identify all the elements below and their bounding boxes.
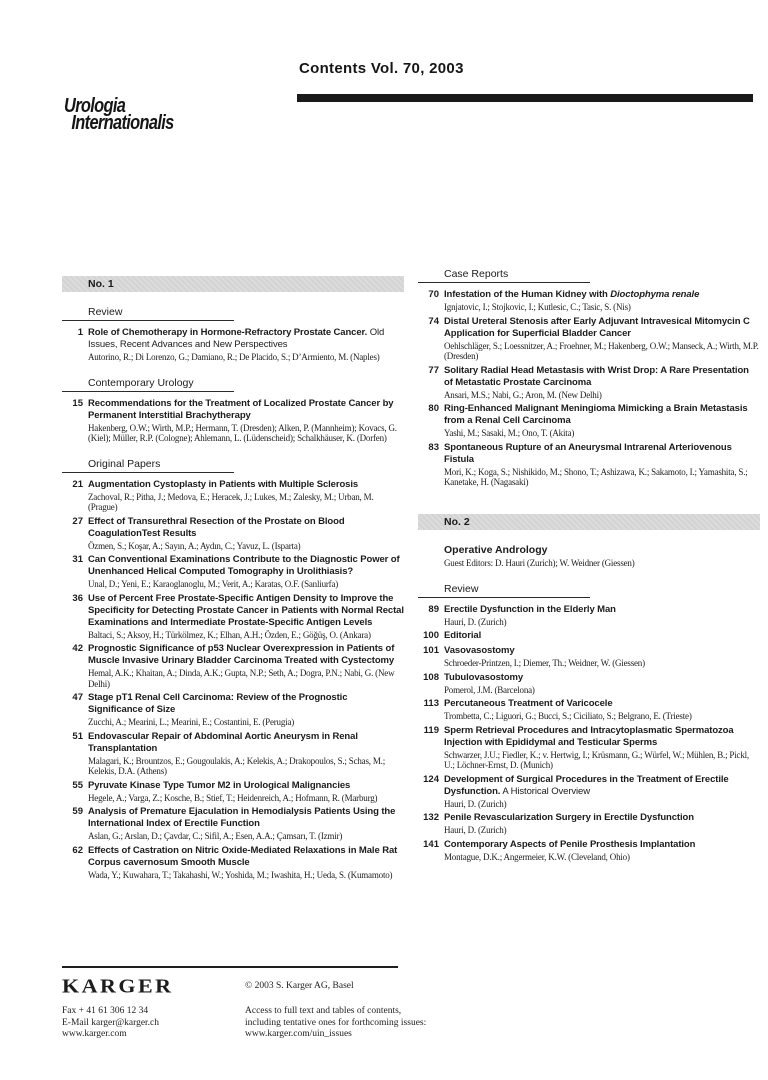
entry-title-segment: Vasovasostomy — [444, 645, 515, 656]
entry-body — [444, 774, 760, 810]
journal-logo — [64, 97, 174, 132]
entry-body — [444, 672, 760, 696]
entry-page-number: 141 — [423, 838, 439, 850]
entry-title-segment: Solitary Radial Head Metastasis with Wrist Drop: A Rare Presentation of Metastatic Prostate Carcinoma — [444, 364, 749, 388]
entry-body — [88, 643, 404, 689]
entry-authors: Montague, D.K.; Angermeier, K.W. (Cleveland, Ohio) — [444, 851, 630, 862]
entry-body — [444, 289, 760, 313]
entry-title — [444, 442, 760, 466]
entry-title-segment: Erectile Dysfunction in the Elderly Man — [444, 603, 616, 615]
section-header — [62, 458, 404, 473]
journal-logo-line2: Internationalis — [71, 112, 174, 134]
entry-page-number: 80 — [428, 403, 439, 414]
entry-title — [444, 774, 760, 798]
section-header — [62, 377, 404, 392]
entry-title — [444, 403, 760, 427]
toc-entry — [418, 289, 760, 313]
entry-title — [88, 845, 404, 869]
access-line1: Access to full text and tables of contents, — [245, 1006, 402, 1016]
entry-body — [88, 554, 404, 590]
entry-authors: Hauri, D. (Zurich) — [444, 825, 507, 835]
contact-fax: Fax + 41 61 306 12 34 — [62, 1006, 149, 1016]
entry-title-segment: Penile Revascularization Surgery in Erectile Dysfunction — [444, 812, 694, 823]
entry-page-number: 62 — [72, 844, 83, 856]
section-label: Case Reports — [444, 268, 509, 280]
entry-body — [444, 812, 760, 836]
publisher-logo: KARGER — [62, 974, 174, 997]
entry-title-segment: Ring-Enhanced Malignant Meningioma Mimicking a Brain Metastasis from a Renal Cell Carcinoma — [444, 403, 748, 426]
entry-title — [88, 398, 404, 422]
entry-page-number: 47 — [72, 692, 83, 703]
entry-title — [88, 692, 404, 716]
entry-title — [88, 806, 404, 830]
entry-authors: Schroeder-Printzen, I.; Diemer, Th.; Weidner, W. (Giessen) — [444, 658, 645, 668]
entry-title — [88, 516, 404, 540]
toc-entry — [62, 327, 404, 363]
section-header — [62, 306, 404, 321]
section-rule — [62, 320, 234, 321]
entry-authors: Özmen, S.; Koşar, A.; Sayın, A.; Aydın, C.; Yavuz, L. (Isparta) — [88, 540, 301, 551]
entry-authors: Aslan, G.; Arslan, D.; Çavdar, C.; Sifil, A.; Esen, A.A.; Çamsarı, T. (Izmir) — [88, 831, 343, 841]
issue-bar: No. 2 — [418, 514, 760, 530]
entry-body — [444, 725, 760, 771]
entry-page-number: 31 — [72, 554, 83, 565]
entry-title — [444, 630, 760, 642]
entry-title — [444, 725, 760, 749]
entry-body — [88, 806, 404, 842]
entry-page-number: 27 — [72, 515, 83, 527]
section-label: Original Papers — [88, 457, 161, 470]
entry-authors: Mori, K.; Koga, S.; Nishikido, M.; Shono, T.; Ashizawa, K.; Sakamoto, I.; Yamashita, S.; Kanetake, H. (Nagasaki) — [444, 466, 748, 487]
entry-title-segment: Tubulovasostomy — [444, 671, 524, 683]
toc-entry — [418, 812, 760, 836]
entry-authors: Hauri, D. (Zurich) — [444, 798, 507, 809]
toc-entry — [62, 780, 404, 804]
access-url: www.karger.com/uin_issues — [245, 1029, 352, 1039]
toc-column-right — [418, 268, 760, 865]
section-rule — [62, 472, 234, 473]
entry-authors: Hegele, A.; Varga, Z.; Kosche, B.; Stief, T.; Heidenreich, A.; Hofmann, R. (Marburg) — [88, 792, 378, 803]
entry-title-segment: Effects of Castration on Nitric Oxide-Mediated Relaxations in Male Rat Corpus cavernosum Smooth Muscle — [88, 844, 398, 868]
entry-body — [88, 516, 404, 552]
entry-body — [88, 479, 404, 513]
entry-title-segment: Can Conventional Examinations Contribute to the Diagnostic Power of Unenhanced Helical Computed Tomography in Urolithiasis? — [88, 554, 400, 577]
toc-entry — [418, 774, 760, 810]
entry-body — [88, 593, 404, 641]
issue-heading — [418, 544, 760, 569]
entry-body — [444, 403, 760, 439]
journal-logo-line1: Urologia — [64, 95, 126, 117]
entry-page-number: 1 — [77, 327, 83, 338]
entry-title-segment: Stage pT1 Renal Cell Carcinoma: Review of the Prognostic Significance of Size — [88, 692, 348, 715]
entry-page-number: 77 — [428, 364, 439, 376]
toc-entry — [62, 479, 404, 513]
entry-page-number: 59 — [72, 806, 83, 817]
toc-entry — [418, 442, 760, 488]
toc-entry — [62, 643, 404, 689]
entry-page-number: 89 — [428, 603, 439, 615]
entry-title-segment: Recommendations for the Treatment of Localized Prostate Cancer by Permanent Interstitial Brachytherapy — [88, 397, 394, 421]
entry-title — [88, 479, 404, 491]
toc-entry — [418, 630, 760, 642]
entry-page-number: 21 — [72, 478, 83, 490]
page-title: Contents Vol. 70, 2003 — [299, 60, 464, 77]
section-label: Review — [88, 306, 123, 318]
entry-page-number: 83 — [428, 441, 439, 453]
entry-authors: Ignjatovic, I.; Stojkovic, I.; Kutlesic, C.; Tasic, S. (Nis) — [444, 302, 631, 312]
entry-title-segment: Old Issues, Recent Advances and New Perspectives — [88, 327, 385, 350]
entry-title-segment: Use of Percent Free Prostate-Specific Antigen Density to Improve the Specificity for Detecting Prostate Cancer in Patients with Normal Rectal Examinations and Intermediate Prostate-Specific Antigen Levels — [88, 592, 404, 628]
entry-body — [88, 692, 404, 728]
entry-body — [444, 442, 760, 488]
entry-title — [444, 289, 760, 301]
contact-website: www.karger.com — [62, 1029, 127, 1039]
entry-title-segment: Dioctophyma renale — [610, 289, 700, 300]
toc-entry — [418, 604, 760, 628]
entry-title-segment: Sperm Retrieval Procedures and Intracytoplasmatic Spermatozoa Injection with Epididymal and Testicular Sperms — [444, 724, 734, 748]
entry-page-number: 119 — [423, 724, 439, 736]
entry-page-number: 74 — [428, 315, 439, 327]
issue-guest-editors: Guest Editors: D. Hauri (Zurich); W. Weidner (Giessen) — [444, 557, 635, 568]
toc-entry — [418, 725, 760, 771]
entry-authors: Hemal, A.K.; Khaitan, A.; Dinda, A.K.; Gupta, N.P.; Seth, A.; Dogra, P.N.; Nabi, G. (New Delhi) — [88, 668, 395, 689]
publisher-contact — [62, 1006, 159, 1041]
entry-title-segment: Prognostic Significance of p53 Nuclear Overexpression in Patients of Muscle Invasive Urinary Bladder Carcinoma Treated with Cystectomy — [88, 643, 395, 666]
entry-body — [444, 698, 760, 722]
toc-entry — [62, 731, 404, 777]
entry-authors: Oehlschläger, S.; Loessnitzer, A.; Froehner, M.; Hakenberg, O.W.; Manseck, A.; Wirth, M.P. (Dresden) — [444, 340, 759, 361]
entry-authors: Unal, D.; Yeni, E.; Karaoglanoglu, M.; Verit, A.; Karatas, O.F. (Sanliurfa) — [88, 579, 339, 589]
entry-body — [88, 780, 404, 804]
entry-title — [444, 672, 760, 684]
entry-title-segment: Analysis of Premature Ejaculation in Hemodialysis Patients Using the International Index of Erectile Function — [88, 806, 396, 829]
toc-entry — [418, 365, 760, 401]
entry-body — [88, 845, 404, 881]
section-rule — [418, 597, 590, 598]
entry-title-segment: Effect of Transurethral Resection of the Prostate on Blood CoagulationTest Results — [88, 515, 345, 539]
entry-body — [444, 645, 760, 669]
toc-column-left — [62, 276, 404, 883]
entry-body — [88, 731, 404, 777]
entry-page-number: 101 — [423, 645, 439, 656]
entry-page-number: 124 — [423, 773, 439, 785]
toc-entry — [62, 845, 404, 881]
issue-bar: No. 1 — [62, 276, 404, 292]
entry-title-segment: Role of Chemotherapy in Hormone-Refractory Prostate Cancer. — [88, 327, 368, 338]
contact-email: E-Mail karger@karger.ch — [62, 1017, 160, 1028]
section-label: Contemporary Urology — [88, 376, 194, 389]
entry-title — [444, 604, 760, 616]
entry-authors: Wada, Y.; Kuwahara, T.; Takahashi, W.; Yoshida, M.; Iwashita, H.; Ueda, S. (Kumamoto) — [88, 869, 393, 880]
toc-entry — [62, 806, 404, 842]
section-header — [418, 268, 760, 283]
entry-authors: Malagari, K.; Brountzos, E.; Gougoulakis, A.; Kelekis, A.; Drakopoulos, S.; Schas, M.; Kelekis, D.A. (Athens) — [88, 755, 386, 776]
entry-authors: Yashi, M.; Sasaki, M.; Ono, T. (Akita) — [444, 428, 575, 438]
toc-entry — [418, 316, 760, 362]
entry-title-segment: Distal Ureteral Stenosis after Early Adjuvant Intravesical Mitomycin C Application for Superficial Bladder Cancer — [444, 315, 750, 339]
issue-heading-title: Operative Andrology — [444, 543, 548, 556]
entry-title — [444, 645, 760, 657]
entry-body — [444, 365, 760, 401]
entry-body — [444, 630, 760, 642]
entry-title — [444, 365, 760, 389]
entry-authors: Autorino, R.; Di Lorenzo, G.; Damiano, R.; De Placido, S.; D’Armiento, M. (Naples) — [88, 352, 380, 362]
entry-title-segment: A Historical Overview — [500, 785, 591, 797]
toc-entry — [418, 698, 760, 722]
section-header — [418, 583, 760, 598]
access-line2: including tentative ones for forthcoming issues: — [245, 1017, 427, 1028]
entry-authors: Zucchi, A.; Mearini, L.; Mearini, E.; Costantini, E. (Perugia) — [88, 717, 295, 727]
entry-page-number: 15 — [72, 397, 83, 409]
entry-title — [88, 731, 404, 755]
entry-body — [88, 398, 404, 444]
toc-entry — [418, 645, 760, 669]
entry-page-number: 36 — [72, 592, 83, 604]
entry-title-segment: Contemporary Aspects of Penile Prosthesis Implantation — [444, 838, 696, 850]
entry-title — [88, 593, 404, 629]
toc-entry — [62, 554, 404, 590]
entry-authors: Baltaci, S.; Aksoy, H.; Türkölmez, K.; Elhan, A.H.; Özden, E.; Göğüş, O. (Ankara) — [88, 629, 371, 640]
header-rule — [297, 94, 753, 102]
entry-title-segment: Infestation of the Human Kidney with — [444, 289, 611, 300]
entry-authors: Trombetta, C.; Liguori, G.; Bucci, S.; Ciciliato, S.; Belgrano, E. (Trieste) — [444, 711, 692, 721]
section-rule — [62, 391, 234, 392]
entry-authors: Pomerol, J.M. (Barcelona) — [444, 684, 535, 695]
entry-title — [444, 698, 760, 710]
section-label: Review — [444, 582, 479, 595]
toc-entry — [418, 403, 760, 439]
entry-title — [88, 643, 404, 667]
entry-title — [88, 780, 404, 792]
copyright-text: © 2003 S. Karger AG, Basel — [245, 981, 354, 991]
entry-title-segment: Editorial — [444, 630, 482, 641]
toc-entry — [62, 692, 404, 728]
entry-title-segment: Pyruvate Kinase Type Tumor M2 in Urological Malignancies — [88, 779, 351, 791]
toc-entry — [418, 672, 760, 696]
entry-authors: Hauri, D. (Zurich) — [444, 616, 507, 627]
entry-page-number: 42 — [72, 643, 83, 654]
toc-entry — [62, 516, 404, 552]
entry-body — [88, 327, 404, 363]
entry-body — [444, 316, 760, 362]
entry-page-number: 70 — [428, 289, 439, 300]
entry-title-segment: Spontaneous Rupture of an Aneurysmal Intrarenal Arteriovenous Fistula — [444, 441, 732, 465]
toc-entry — [62, 398, 404, 444]
entry-page-number: 113 — [423, 698, 439, 709]
entry-authors: Ansari, M.S.; Nabi, G.; Aron, M. (New Delhi) — [444, 389, 602, 400]
access-info — [245, 1006, 426, 1041]
entry-title — [444, 812, 760, 824]
entry-page-number: 100 — [423, 630, 439, 641]
section-rule — [418, 282, 590, 283]
entry-title-segment: Endovascular Repair of Abdominal Aortic Aneurysm in Renal Transplantation — [88, 730, 358, 754]
entry-title-segment: Percutaneous Treatment of Varicocele — [444, 698, 613, 709]
entry-page-number: 55 — [72, 779, 83, 791]
entry-authors: Hakenberg, O.W.; Wirth, M.P.; Hermann, T. (Dresden); Alken, P. (Mannheim); Kovacs, G. (Kiel); Müller, R.P. (Cologne); Ahlemann, L. (Lüdenscheid); Schalkhäuser, K. (Dorfen) — [88, 422, 397, 443]
entry-title — [444, 316, 760, 340]
toc-entry — [418, 839, 760, 863]
entry-title-segment: Development of Surgical Procedures in the Treatment of Erectile Dysfunction. — [444, 773, 729, 797]
entry-title — [444, 839, 760, 851]
entry-title — [88, 554, 404, 578]
entry-body — [444, 604, 760, 628]
entry-body — [444, 839, 760, 863]
entry-page-number: 51 — [72, 730, 83, 742]
entry-authors: Zachoval, R.; Pitha, J.; Medova, E.; Heracek, J.; Lukes, M.; Zalesky, M.; Urban, M. (Prague) — [88, 491, 374, 512]
toc-entry — [62, 593, 404, 641]
entry-page-number: 108 — [423, 671, 439, 683]
entry-title-segment: Augmentation Cystoplasty in Patients with Multiple Sclerosis — [88, 478, 359, 490]
entry-authors: Schwarzer, J.U.; Fiedler, K.; v. Hertwig, I.; Krüsmann, G.; Würfel, W.; Mühlen, B.; Pickl, U.; Löchner-Ernst, D. (Munich) — [444, 749, 749, 770]
entry-page-number: 132 — [423, 812, 439, 823]
footer-rule — [62, 966, 398, 968]
entry-title — [88, 327, 404, 351]
